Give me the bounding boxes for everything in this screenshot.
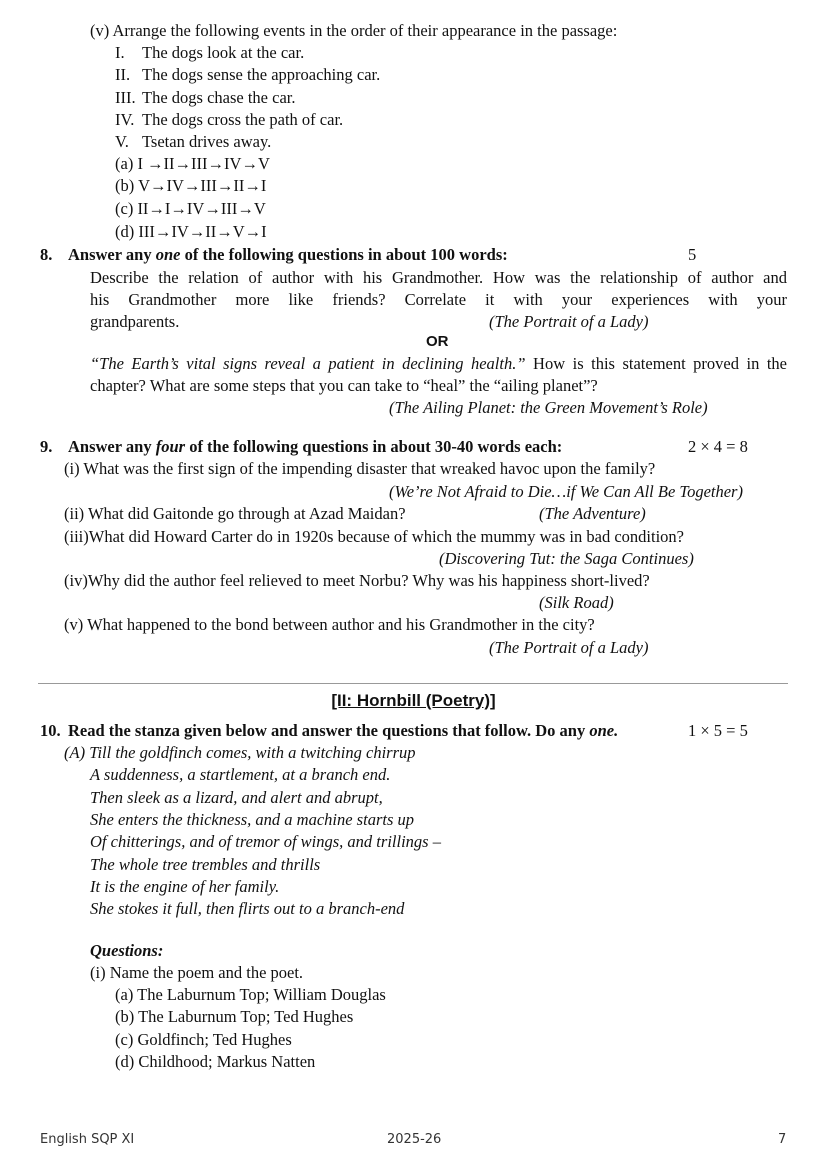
section-divider — [38, 683, 788, 684]
q9-item: (iii)What did Howard Carter do in 1920s because of which the mummy was in bad condition? — [64, 527, 684, 546]
q8-line: Describe the relation of author with his Grandmother. How was the relationship of author and — [90, 268, 787, 287]
q10-number: 10. — [40, 721, 61, 740]
or-separator: OR — [426, 333, 449, 350]
q9-item: (ii) What did Gaitonde go through at Azad Maidan? — [64, 504, 406, 523]
q10-question: (i) Name the poem and the poet. — [90, 963, 304, 982]
q10-marks: 1 × 5 = 5 — [688, 721, 748, 740]
q9-item: (iv)Why did the author feel relieved to meet Norbu? Why was his happiness short-lived? — [64, 571, 650, 590]
event-numeral: I. — [115, 43, 125, 62]
q8-marks: 5 — [688, 245, 697, 264]
stanza-line: It is the engine of her family. — [90, 877, 280, 896]
q9-marks: 2 × 4 = 8 — [688, 437, 748, 456]
q8-source: (The Ailing Planet: the Green Movement’s Role) — [389, 398, 708, 417]
q8-line: grandparents. — [90, 312, 180, 331]
stanza-line: A suddenness, a startlement, at a branch end. — [90, 765, 391, 784]
footer-subject: English SQP XI — [40, 1132, 135, 1147]
q8-heading: Answer any one of the following questions in about 100 words: — [68, 245, 508, 264]
q9-source: (We’re Not Afraid to Die…if We Can All Be Together) — [389, 482, 743, 501]
event-numeral: II. — [115, 65, 131, 84]
q9-heading: Answer any four of the following questions in about 30-40 words each: — [68, 437, 563, 456]
questions-label: Questions: — [90, 941, 164, 960]
answer-option: (b) The Laburnum Top; Ted Hughes — [115, 1007, 354, 1026]
q8-line: “The Earth’s vital signs reveal a patient in declining health.” How is this statement proved in the — [90, 354, 787, 373]
q9-source: (Silk Road) — [539, 593, 614, 612]
stanza-line: She stokes it full, then flirts out to a branch-end — [90, 899, 405, 918]
q9-source: (The Adventure) — [539, 504, 646, 523]
stanza-line: Then sleek as a lizard, and alert and abrupt, — [90, 788, 383, 807]
event-numeral: III. — [115, 88, 136, 107]
q8-line: his Grandmother more like friends? Correlate it with your experiences with your — [90, 290, 787, 309]
q8-number: 8. — [40, 245, 53, 264]
section-heading: [II: Hornbill (Poetry)] — [331, 691, 496, 710]
event-text: Tsetan drives away. — [142, 132, 272, 151]
stanza-line: The whole tree trembles and thrills — [90, 855, 321, 874]
event-numeral: V. — [115, 132, 129, 151]
q9-source: (Discovering Tut: the Saga Continues) — [439, 549, 694, 568]
event-numeral: IV. — [115, 110, 135, 129]
q7v-stem: (v) Arrange the following events in the order of their appearance in the passage: — [90, 21, 618, 40]
stanza-line: She enters the thickness, and a machine starts up — [90, 810, 414, 829]
event-text: The dogs chase the car. — [142, 88, 296, 107]
q9-source: (The Portrait of a Lady) — [489, 638, 649, 657]
event-text: The dogs sense the approaching car. — [142, 65, 381, 84]
answer-option: (c) Goldfinch; Ted Hughes — [115, 1030, 292, 1049]
event-text: The dogs cross the path of car. — [142, 110, 344, 129]
answer-option: (d) III→IV→II→V→I — [115, 222, 267, 241]
event-text: The dogs look at the car. — [142, 43, 305, 62]
q8-source: (The Portrait of a Lady) — [489, 312, 649, 331]
q9-number: 9. — [40, 437, 53, 456]
stanza-line: (A) Till the goldfinch comes, with a twitching chirrup — [64, 743, 416, 762]
q8-line: chapter? What are some steps that you can take to “heal” the “ailing planet”? — [90, 376, 598, 395]
page-number: 7 — [778, 1132, 787, 1147]
footer-year: 2025-26 — [387, 1132, 442, 1147]
answer-option: (d) Childhood; Markus Natten — [115, 1052, 316, 1071]
answer-option: (c) II→I→IV→III→V — [115, 199, 266, 218]
answer-option: (b) V→IV→III→II→I — [115, 176, 267, 195]
answer-option: (a) I →II→III→IV→V — [115, 154, 270, 173]
q9-item: (i) What was the first sign of the impending disaster that wreaked havoc upon the family? — [64, 459, 656, 478]
q9-item: (v) What happened to the bond between author and his Grandmother in the city? — [64, 615, 595, 634]
answer-option: (a) The Laburnum Top; William Douglas — [115, 985, 386, 1004]
stanza-line: Of chitterings, and of tremor of wings, and trillings – — [90, 832, 441, 851]
q10-heading: Read the stanza given below and answer the questions that follow. Do any one. — [68, 721, 619, 740]
